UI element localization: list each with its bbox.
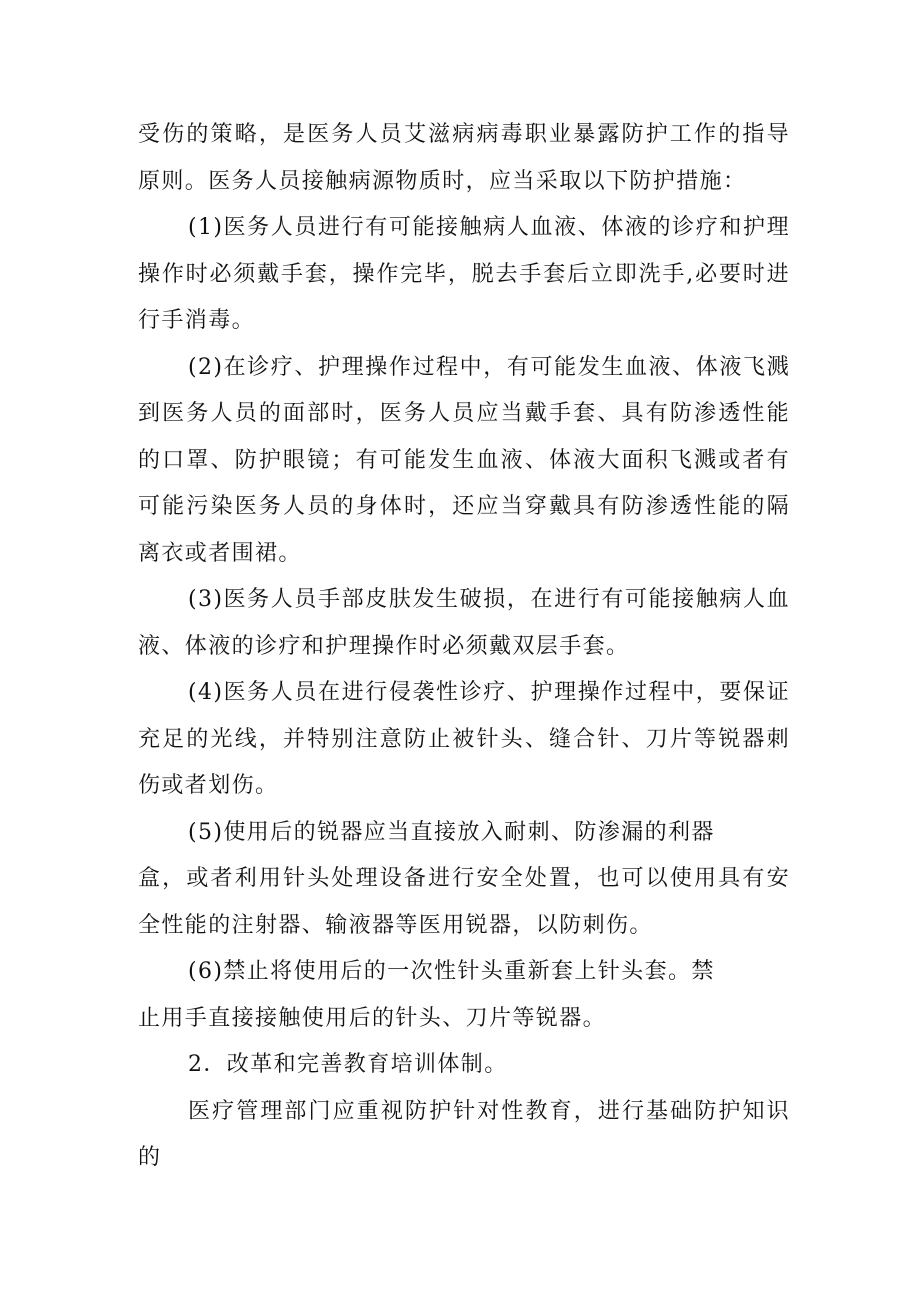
paragraph-measure-3: (3)医务人员手部皮肤发生破损，在进行有可能接触病人血液、体液的诊疗和护理操作时必须戴双层手套。 — [138, 587, 790, 659]
paragraph-strategy-intro: 受伤的策略，是医务人员艾滋病病毒职业暴露防护工作的指导原则。医务人员接触病源物质时，应当采取以下防护措施： — [138, 122, 790, 194]
paragraph-measure-6-cont: 止用手直接接触使用后的针头、刀片等锐器。 — [138, 1005, 607, 1031]
paragraph-measure-1: (1)医务人员进行有可能接触病人血液、体液的诊疗和护理操作时必须戴手套，操作完毕，脱去手套后立即洗手,必要时进行手消毒。 — [138, 215, 790, 333]
paragraph-measure-6-head: (6)禁止将使用后的一次性针头重新套上针头套。禁 — [188, 959, 715, 984]
paragraph-measure-5-cont: 盒，或者利用针头处理设备进行安全处置，也可以使用具有安全性能的注射器、输液器等医用锐器，以防刺伤。 — [138, 866, 790, 938]
paragraph-measure-2: (2)在诊疗、护理操作过程中，有可能发生血液、体液飞溅到医务人员的面部时，医务人员应当戴手套、具有防渗透性能的口罩、防护眼镜；有可能发生血液、体液大面积飞溅或者有可能污染医务人员的身体时，还应当穿戴具有防渗透性能的隔离衣或者围裙。 — [138, 354, 790, 566]
paragraph-measure-4: (4)医务人员在进行侵袭性诊疗、护理操作过程中，要保证充足的光线，并特别注意防止被针头、缝合针、刀片等锐器刺伤或者划伤。 — [138, 680, 790, 798]
paragraph-education: 医疗管理部门应重视防护针对性教育，进行基础防护知识的 — [138, 1098, 790, 1170]
section-heading-education: 2．改革和完善教育培训体制。 — [188, 1052, 508, 1077]
document-body — [138, 112, 790, 1182]
paragraph-measure-5-head: (5)使用后的锐器应当直接放入耐刺、防渗漏的利器 — [188, 819, 715, 845]
